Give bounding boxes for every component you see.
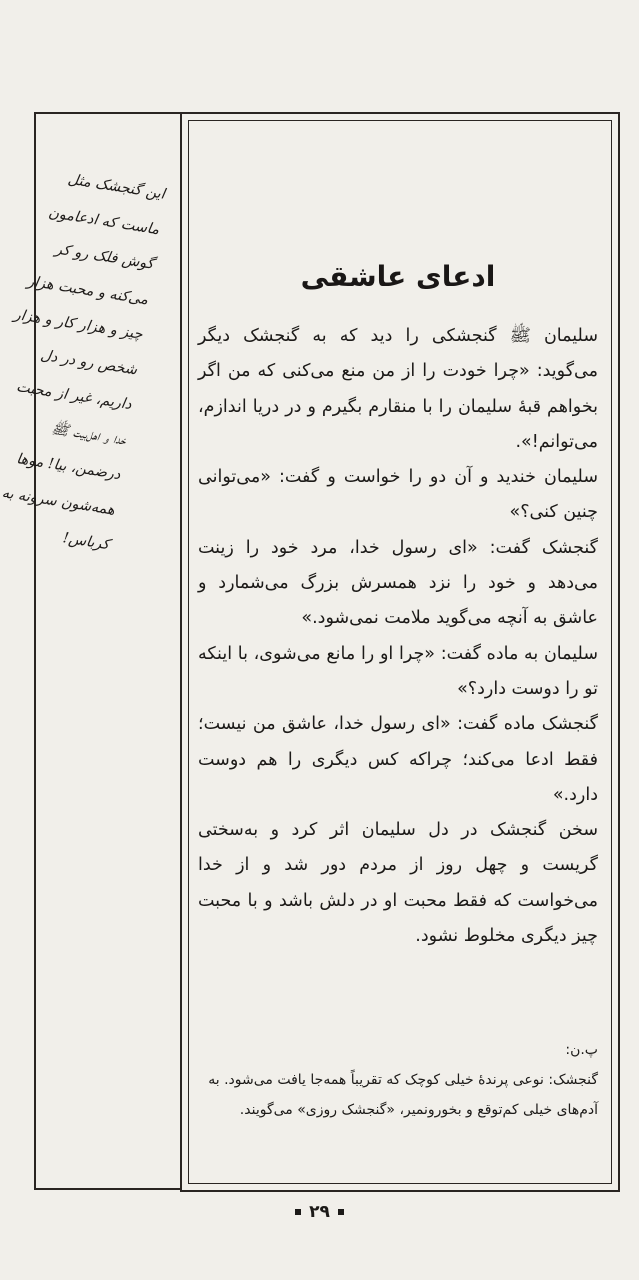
note-line: داریم، غیر از محبت (15, 379, 133, 414)
note-line: گوش فلک رو کر (54, 241, 155, 273)
note-line: خدا و اهل‌بیت ﷺ (50, 420, 128, 449)
note-line: کرباس! (61, 530, 111, 554)
footnote-label: پ.ن: (565, 1042, 598, 1058)
paragraph: گنجشک ماده گفت: «ای رسول خدا، عاشق من نیست؛ فقط ادعا می‌کند؛ چراکه کس دیگری را هم دوست دارد.» (198, 714, 598, 805)
note-line: ماست که ادعامون (47, 204, 161, 238)
note-line: شخص رو در دل (39, 346, 139, 379)
paragraph: گنجشک گفت: «ای رسول خدا، مرد خود را زینت می‌دهد و خود را نزد همسرش بزرگ می‌شمارد و عاشق به آنچه می‌گوید ملامت نمی‌شود.» (198, 537, 598, 629)
footnote (198, 1035, 598, 1125)
square-ornament-icon (295, 1209, 301, 1215)
paragraph: سلیمان خندید و آن دو را خواست و گفت: «می‌توانی چنین کنی؟» (198, 467, 598, 523)
page-title: ادعای عاشقی (300, 260, 496, 293)
body-text (198, 319, 598, 954)
square-ornament-icon (338, 1209, 344, 1215)
page-number-value: ۲۹ (309, 1202, 330, 1222)
paragraph: سلیمان به ماده گفت: «چرا او را مانع می‌شوی، با اینکه تو را دوست دارد؟» (198, 643, 598, 699)
paragraph: سلیمان ﷺ گنجشکی را دید که به گنجشک دیگر می‌گوید: «چرا خودت را از من منع می‌کنی که من اگر بخواهم قبهٔ سلیمان را با منقارم بگیرم و در دریا اندازم، می‌توانم!». (198, 326, 598, 452)
note-line: این گنجشک مثل (66, 171, 166, 203)
note-line: همه‌شون سرونه به (0, 484, 116, 519)
note-line: چیز و هزار کار و هزار (12, 306, 144, 343)
paragraph: سخن گنجشک در دل سلیمان اثر کرد و به‌سختی گریست و چهل روز از مردم دور شد و از خدا می‌خواست که فقط محبت او در دلش باشد و با محبت چیز دیگری مخلوط نشود. (198, 820, 598, 947)
footnote-text: گنجشک: نوعی پرندهٔ خیلی کوچک که تقریباً همه‌جا یافت می‌شود. به آدم‌های خیلی کم‌توقع و بخورونمیر، «گنجشک روزی» می‌گویند. (208, 1072, 598, 1118)
main-content (198, 240, 598, 954)
note-line: می‌کنه و محبت هزار (26, 272, 150, 308)
page-number (0, 1202, 639, 1222)
note-line: درضمن، بیا! موها (15, 450, 122, 484)
